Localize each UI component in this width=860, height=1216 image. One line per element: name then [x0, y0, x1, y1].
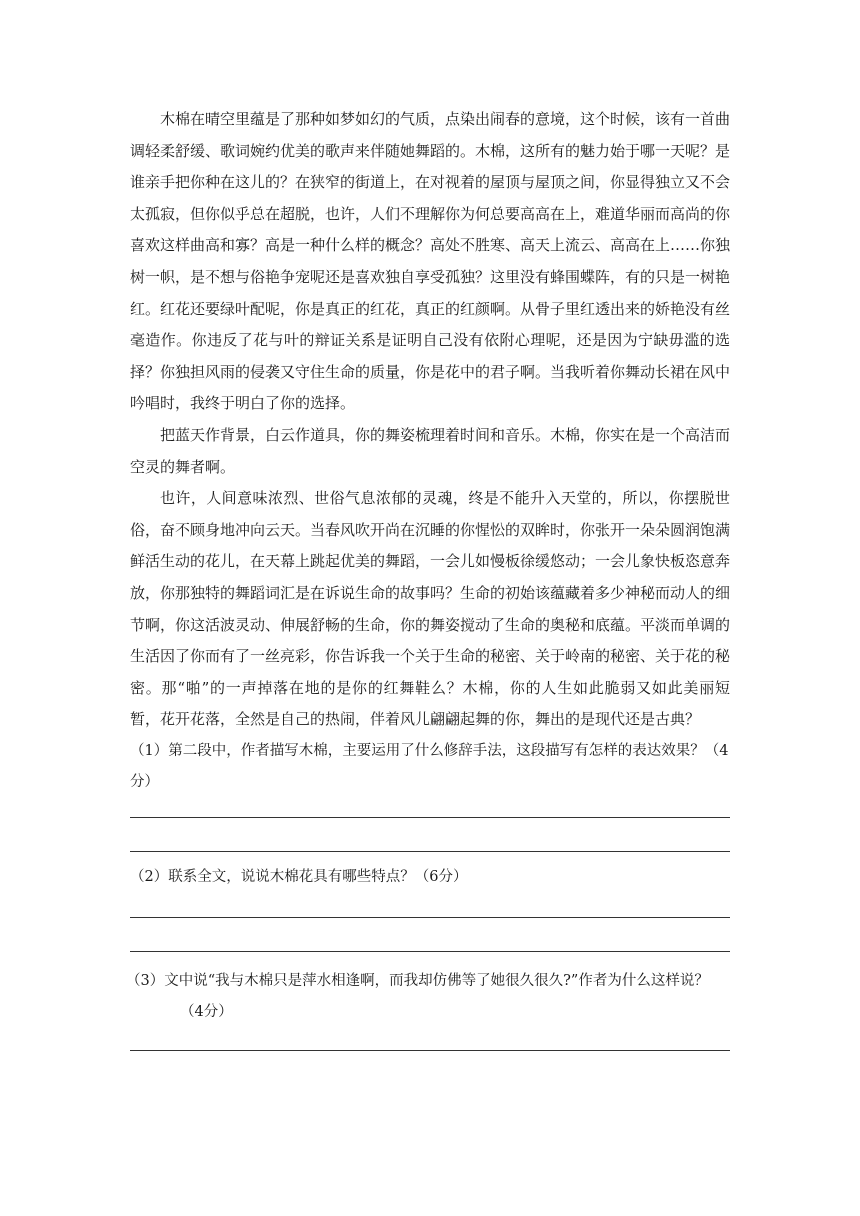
passage-paragraph-3: 也许，人间意味浓烈、世俗气息浓郁的灵魂，终是不能升入天堂的，所以，你摆脱世俗，奋不顾身地冲向云天。当春风吹开尚在沉睡的你惺忪的双眸时，你张开一朵朵圆润饱满鲜活生动的花儿，在天幕上跳起优美的舞蹈，一会儿如慢板徐缓悠动；一会儿象快板恣意奔放，你那独特的舞蹈词汇是在诉说生命的故事吗？生命的初始该蕴藏着多少神秘而动人的细节啊，你这活波灵动、伸展舒畅的生命，你的舞姿搅动了生命的奥秘和底蕴。平淡而单调的生活因了你而有了一丝亮彩，你告诉我一个关于生命的秘密、关于岭南的秘密、关于花的秘密。那“啪”的一声掉落在地的是你的红舞鞋么？木棉，你的人生如此脆弱又如此美丽短暂，花开花落，全然是自己的热闹，伴着风儿翩翩起舞的你，舞出的是现代还是古典？	[130, 489, 731, 729]
question-3-text: （3）文中说“我与木棉只是萍水相逢啊，而我却仿佛等了她很久很久?”作者为什么这样说？	[126, 972, 709, 989]
question-3-score: （4分）	[180, 1003, 233, 1020]
question-3	[126, 966, 730, 1028]
passage-paragraph-1: 木棉在晴空里蕴是了那种如梦如幻的气质，点染出闹春的意境，这个时候，该有一首曲调轻柔舒缓、歌词婉约优美的歌声来伴随她舞蹈的。木棉，这所有的魅力始于哪一天呢？是谁亲手把你种在这儿的？在狭窄的街道上，在对视着的屋顶与屋顶之间，你显得独立又不会太孤寂，但你似乎总在超脱，也许，人们不理解你为何总要高高在上，难道华丽而高尚的你喜欢这样曲高和寡？高是一种什么样的概念？高处不胜寒、高天上流云、高高在上……你独树一帜，是不想与俗艳争宠呢还是喜欢独自享受孤独？这里没有蜂围蝶阵，有的只是一树艳红。红花还要绿叶配呢，你是真正的红花，真正的红颜啊。从骨子里红透出来的娇艳没有丝毫造作。你违反了花与叶的辩证关系是证明自己没有依附心理呢，还是因为宁缺毋滥的选择？你独担风雨的侵袭又守住生命的质量，你是花中的君子啊。当我听着你舞动长裙在风中吟唱时，我终于明白了你的选择。	[130, 110, 731, 413]
question-1: （1）第二段中，作者描写木棉，主要运用了什么修辞手法，这段描写有怎样的表达效果？（4分）	[130, 742, 729, 790]
question-2: （2）联系全文，说说木棉花具有哪些特点？（6分）	[130, 868, 468, 885]
exam-page	[126, 104, 731, 1051]
passage-paragraph-2: 把蓝天作背景，白云作道具，你的舞姿梳理着时间和音乐。木棉，你实在是一个高洁而空灵的舞者啊。	[130, 425, 731, 476]
answer-line-3a[interactable]	[130, 1050, 730, 1051]
